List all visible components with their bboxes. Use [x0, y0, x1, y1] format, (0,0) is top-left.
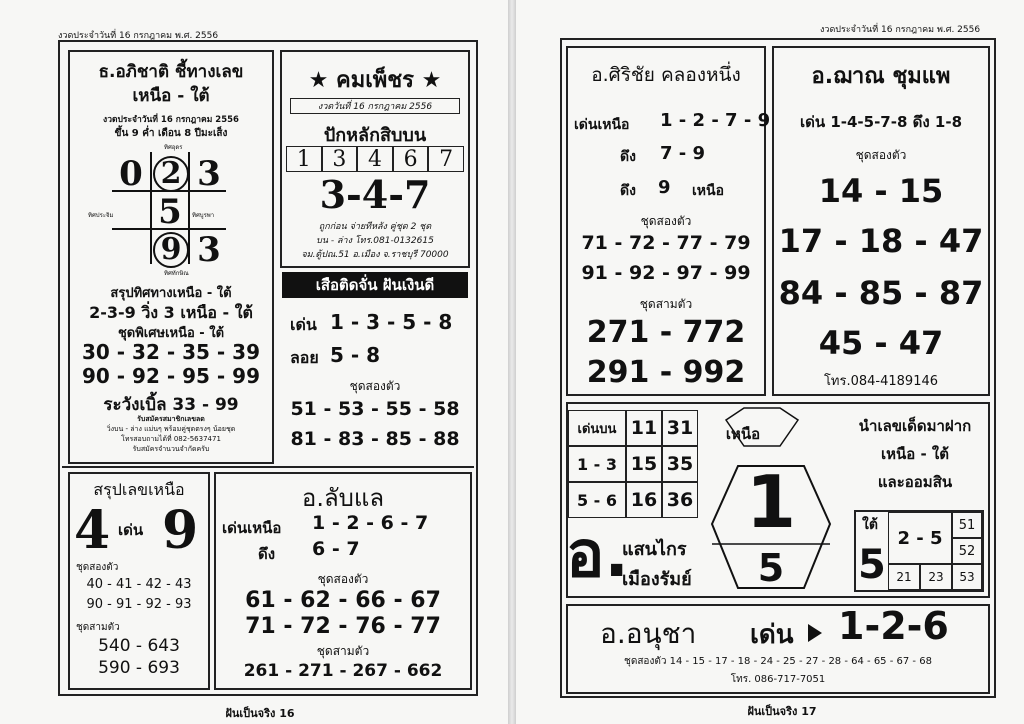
summary-north-title: สรุปเลขเหนือ — [93, 480, 185, 499]
saenkrai-right1: นำเลขเด็ดมาฝาก — [858, 417, 972, 435]
summary-big-right: 9 — [162, 500, 199, 561]
apichat-apply2: วิ่งบน - ล่าง แม่นๆ พร้อมคู่ชุดตรงๆ น้อยชุด — [106, 425, 236, 433]
kompetch-main: 3-4-7 — [319, 172, 431, 217]
suea-float: 5 - 8 — [330, 343, 381, 367]
apichat-warn: ระวังเบิ้ล 33 - 99 — [103, 395, 239, 415]
mini-bottom-row — [888, 564, 952, 590]
table-cell: 16 — [626, 482, 662, 518]
suea-pair-label: ชุดสองตัว — [349, 379, 401, 393]
summary-t2: 590 - 693 — [98, 658, 180, 678]
right-header-date: งวดประจำวันที่ 16 กรกฎาคม พ.ศ. 2556 — [820, 25, 981, 35]
table-cell: เด่นบน — [568, 410, 626, 446]
digit-cell: 1 — [286, 146, 322, 172]
suea-play-label: เด่น — [290, 315, 317, 334]
sirichai-t1: 271 - 772 — [586, 315, 746, 350]
lablae-triple-label: ชุดสามตัว — [316, 644, 370, 658]
apichat-title: ธ.อภิชาติ ชี้ทางเลข — [98, 62, 244, 82]
apichat-apply3: โทรสอบถามได้ที่ 082-5637471 — [121, 435, 221, 443]
table-cell: 1 - 3 — [568, 446, 626, 482]
digit-cell: 6 — [393, 146, 429, 172]
apichat-special: ชุดพิเศษเหนือ - ใต้ — [117, 326, 225, 341]
kompetch-note1: ถูกก่อน จ่ายทีหลัง คู่ชุด 2 ชุด — [318, 222, 432, 232]
mini-cell: 23 — [920, 564, 952, 590]
dir-east: ทิศบูรพา — [192, 212, 215, 219]
left-header-date: งวดประจำวันที่ 16 กรกฎาคม พ.ศ. 2556 — [58, 31, 219, 41]
table-cell: 5 - 6 — [568, 482, 626, 518]
lablae-play: 1 - 2 - 6 - 7 — [312, 512, 429, 534]
left-divider — [62, 466, 474, 468]
saenkrai-name1: แสนไกร — [622, 539, 687, 560]
table-cell: 11 — [626, 410, 662, 446]
suea-float-label: ลอย — [290, 348, 319, 367]
mini-cell: 51 — [952, 512, 982, 538]
sirichai-pair-label: ชุดสองตัว — [640, 214, 692, 228]
suea-pair2: 81 - 83 - 85 - 88 — [290, 428, 460, 450]
apichat-summary: สรุปทิศทางเหนือ - ใต้ — [110, 286, 232, 301]
apichat-subtitle: เหนือ - ใต้ — [132, 86, 210, 106]
summary-t1: 540 - 643 — [98, 636, 180, 656]
north-tag: เหนือ — [725, 425, 761, 443]
suea-pair1: 51 - 53 - 55 - 58 — [290, 398, 460, 420]
summary-pair1: 40 - 41 - 42 - 43 — [86, 577, 192, 592]
chan-play: เด่น 1-4-5-7-8 ดึง 1-8 — [799, 113, 963, 131]
anucha-pair-line: ชุดสองตัว 14 - 15 - 17 - 18 - 24 - 25 - 27 - 28 - 64 - 65 - 67 - 68 — [624, 656, 932, 667]
apichat-apply1: รับสมัครสมาชิกเลขลด — [137, 415, 205, 423]
sirichai-pull1: 7 - 9 — [660, 143, 706, 164]
anucha-play-label: เด่น — [750, 620, 794, 650]
lablae-pull-label: ดึง — [258, 545, 276, 563]
kompetch-date: งวดวันที่ 16 กรกฎาคม 2556 — [290, 98, 460, 114]
chan-p4: 45 - 47 — [818, 324, 944, 362]
sirichai-pair2: 91 - 92 - 97 - 99 — [581, 262, 751, 284]
saenkrai-right3: และออมสิน — [877, 473, 953, 491]
summary-pair-label: ชุดสองตัว — [76, 562, 119, 573]
kompetch-note3: จม.ตู้ปณ.51 อ.เมือง จ.ราชบุรี 70000 — [301, 250, 449, 260]
dir-south: ทิศทักษิณ — [164, 270, 189, 277]
table-cell: 36 — [662, 482, 698, 518]
chan-title: อ.ฌาณ ชุมแพ — [811, 64, 951, 89]
chan-p3: 84 - 85 - 87 — [778, 274, 984, 312]
apichat-nums1: 30 - 32 - 35 - 39 — [81, 340, 260, 364]
summary-triple-label: ชุดสามตัว — [76, 622, 120, 633]
sirichai-pair1: 71 - 72 - 77 - 79 — [581, 232, 751, 254]
south-label: ใต้ — [862, 517, 878, 533]
saenkrai-right2: เหนือ - ใต้ — [880, 445, 949, 463]
play-arrow-icon — [808, 624, 822, 642]
digit-cell: 7 — [428, 146, 464, 172]
saenkrai-name2: เมืองรัมย์ — [622, 569, 692, 590]
sirichai-play-label: เด่นเหนือ — [574, 117, 630, 133]
kompetch-note2: บน - ล่าง โทร.081-0132615 — [316, 236, 434, 246]
grid-cell-3: 3 — [197, 154, 221, 194]
lablae-pair1: 61 - 62 - 66 - 67 — [245, 588, 441, 613]
right-footer: ฝันเป็นจริง 17 — [747, 705, 817, 718]
chan-phone: โทร.084-4189146 — [823, 374, 939, 389]
south-big: 5 — [858, 542, 886, 588]
apichat-date: งวดประจำวันที่ 16 กรกฎาคม 2556 — [103, 115, 239, 125]
page-gutter — [508, 0, 516, 724]
summary-pair2: 90 - 91 - 92 - 93 — [86, 597, 192, 612]
lablae-triple: 261 - 271 - 267 - 662 — [243, 661, 443, 681]
dir-north: ทิศอุดร — [164, 144, 183, 151]
sirichai-pull2: 9 — [658, 177, 671, 198]
hex-bottom-number: 5 — [757, 546, 785, 590]
dir-west: ทิศประจิม — [88, 212, 114, 219]
sirichai-play: 1 - 2 - 7 - 9 — [660, 110, 771, 131]
lablae-pair-label: ชุดสองตัว — [317, 572, 369, 586]
table-cell: 15 — [626, 446, 662, 482]
south-mini-grid — [888, 512, 982, 590]
chan-pair-label: ชุดสองตัว — [855, 148, 907, 162]
summary-big-left: 4 — [74, 500, 111, 561]
anucha-play-nums: 1-2-6 — [838, 604, 949, 648]
saenkrai-o-big: อ. — [566, 518, 629, 592]
digit-cell: 3 — [322, 146, 358, 172]
chan-p2: 17 - 18 - 47 — [778, 222, 984, 260]
grid-cell-5: 5 — [158, 192, 182, 232]
sirichai-pull2-label: ดึง — [620, 183, 636, 199]
left-footer: ฝันเป็นจริง 16 — [225, 707, 295, 720]
kompetch-subtitle: ปักหลักสิบบน — [323, 125, 427, 146]
digit-cell: 4 — [357, 146, 393, 172]
sirichai-title: อ.ศิริชัย คลองหนึ่ง — [591, 64, 741, 86]
summary-play-word: เด่น — [118, 521, 144, 539]
sirichai-t2: 291 - 992 — [586, 355, 746, 390]
mini-cell: 53 — [952, 564, 982, 590]
suea-banner: เสือติดจั่น ฝันเงินดี — [282, 272, 468, 298]
grid-cell-0: 0 — [119, 154, 143, 194]
sirichai-pull1-label: ดึง — [620, 149, 636, 165]
kompetch-title: ★ คมเพ็ชร ★ — [308, 68, 442, 93]
kompetch-digit-row — [286, 146, 464, 172]
mini-cell: 21 — [888, 564, 920, 590]
lablae-pull: 6 - 7 — [312, 538, 360, 560]
mini-cell: 52 — [952, 538, 982, 564]
grid-cell-9-circled: 9 — [153, 232, 189, 268]
grid-cell-3b: 3 — [197, 230, 221, 270]
sirichai-triple-label: ชุดสามตัว — [639, 297, 693, 311]
table-cell: 35 — [662, 446, 698, 482]
lablae-pair2: 71 - 72 - 76 - 77 — [245, 614, 441, 639]
lablae-title: อ.ลับแล — [301, 484, 385, 512]
suea-play: 1 - 3 - 5 - 8 — [330, 310, 453, 334]
hex-top-number: 1 — [745, 460, 797, 544]
anucha-phone: โทร. 086-717-7051 — [730, 674, 826, 685]
mini-cell: 2 - 5 — [888, 512, 952, 564]
grid-cell-2-circled: 2 — [153, 156, 189, 192]
apichat-moon: ขึ้น 9 ค่ำ เดือน 8 ปีมะเส็ง — [114, 128, 228, 139]
chan-p1: 14 - 15 — [818, 172, 944, 210]
saenkrai-table — [568, 410, 698, 518]
lablae-play-label: เด่นเหนือ — [222, 519, 282, 537]
apichat-nums2: 90 - 92 - 95 - 99 — [81, 364, 260, 388]
anucha-name: อ.อนุชา — [600, 617, 697, 650]
apichat-apply4: รับสมัครจำนวนจำกัดครับ — [132, 445, 210, 453]
table-cell: 31 — [662, 410, 698, 446]
sirichai-pull2-tail: เหนือ — [692, 183, 724, 199]
apichat-run: 2-3-9 วิ่ง 3 เหนือ - ใต้ — [89, 303, 253, 322]
